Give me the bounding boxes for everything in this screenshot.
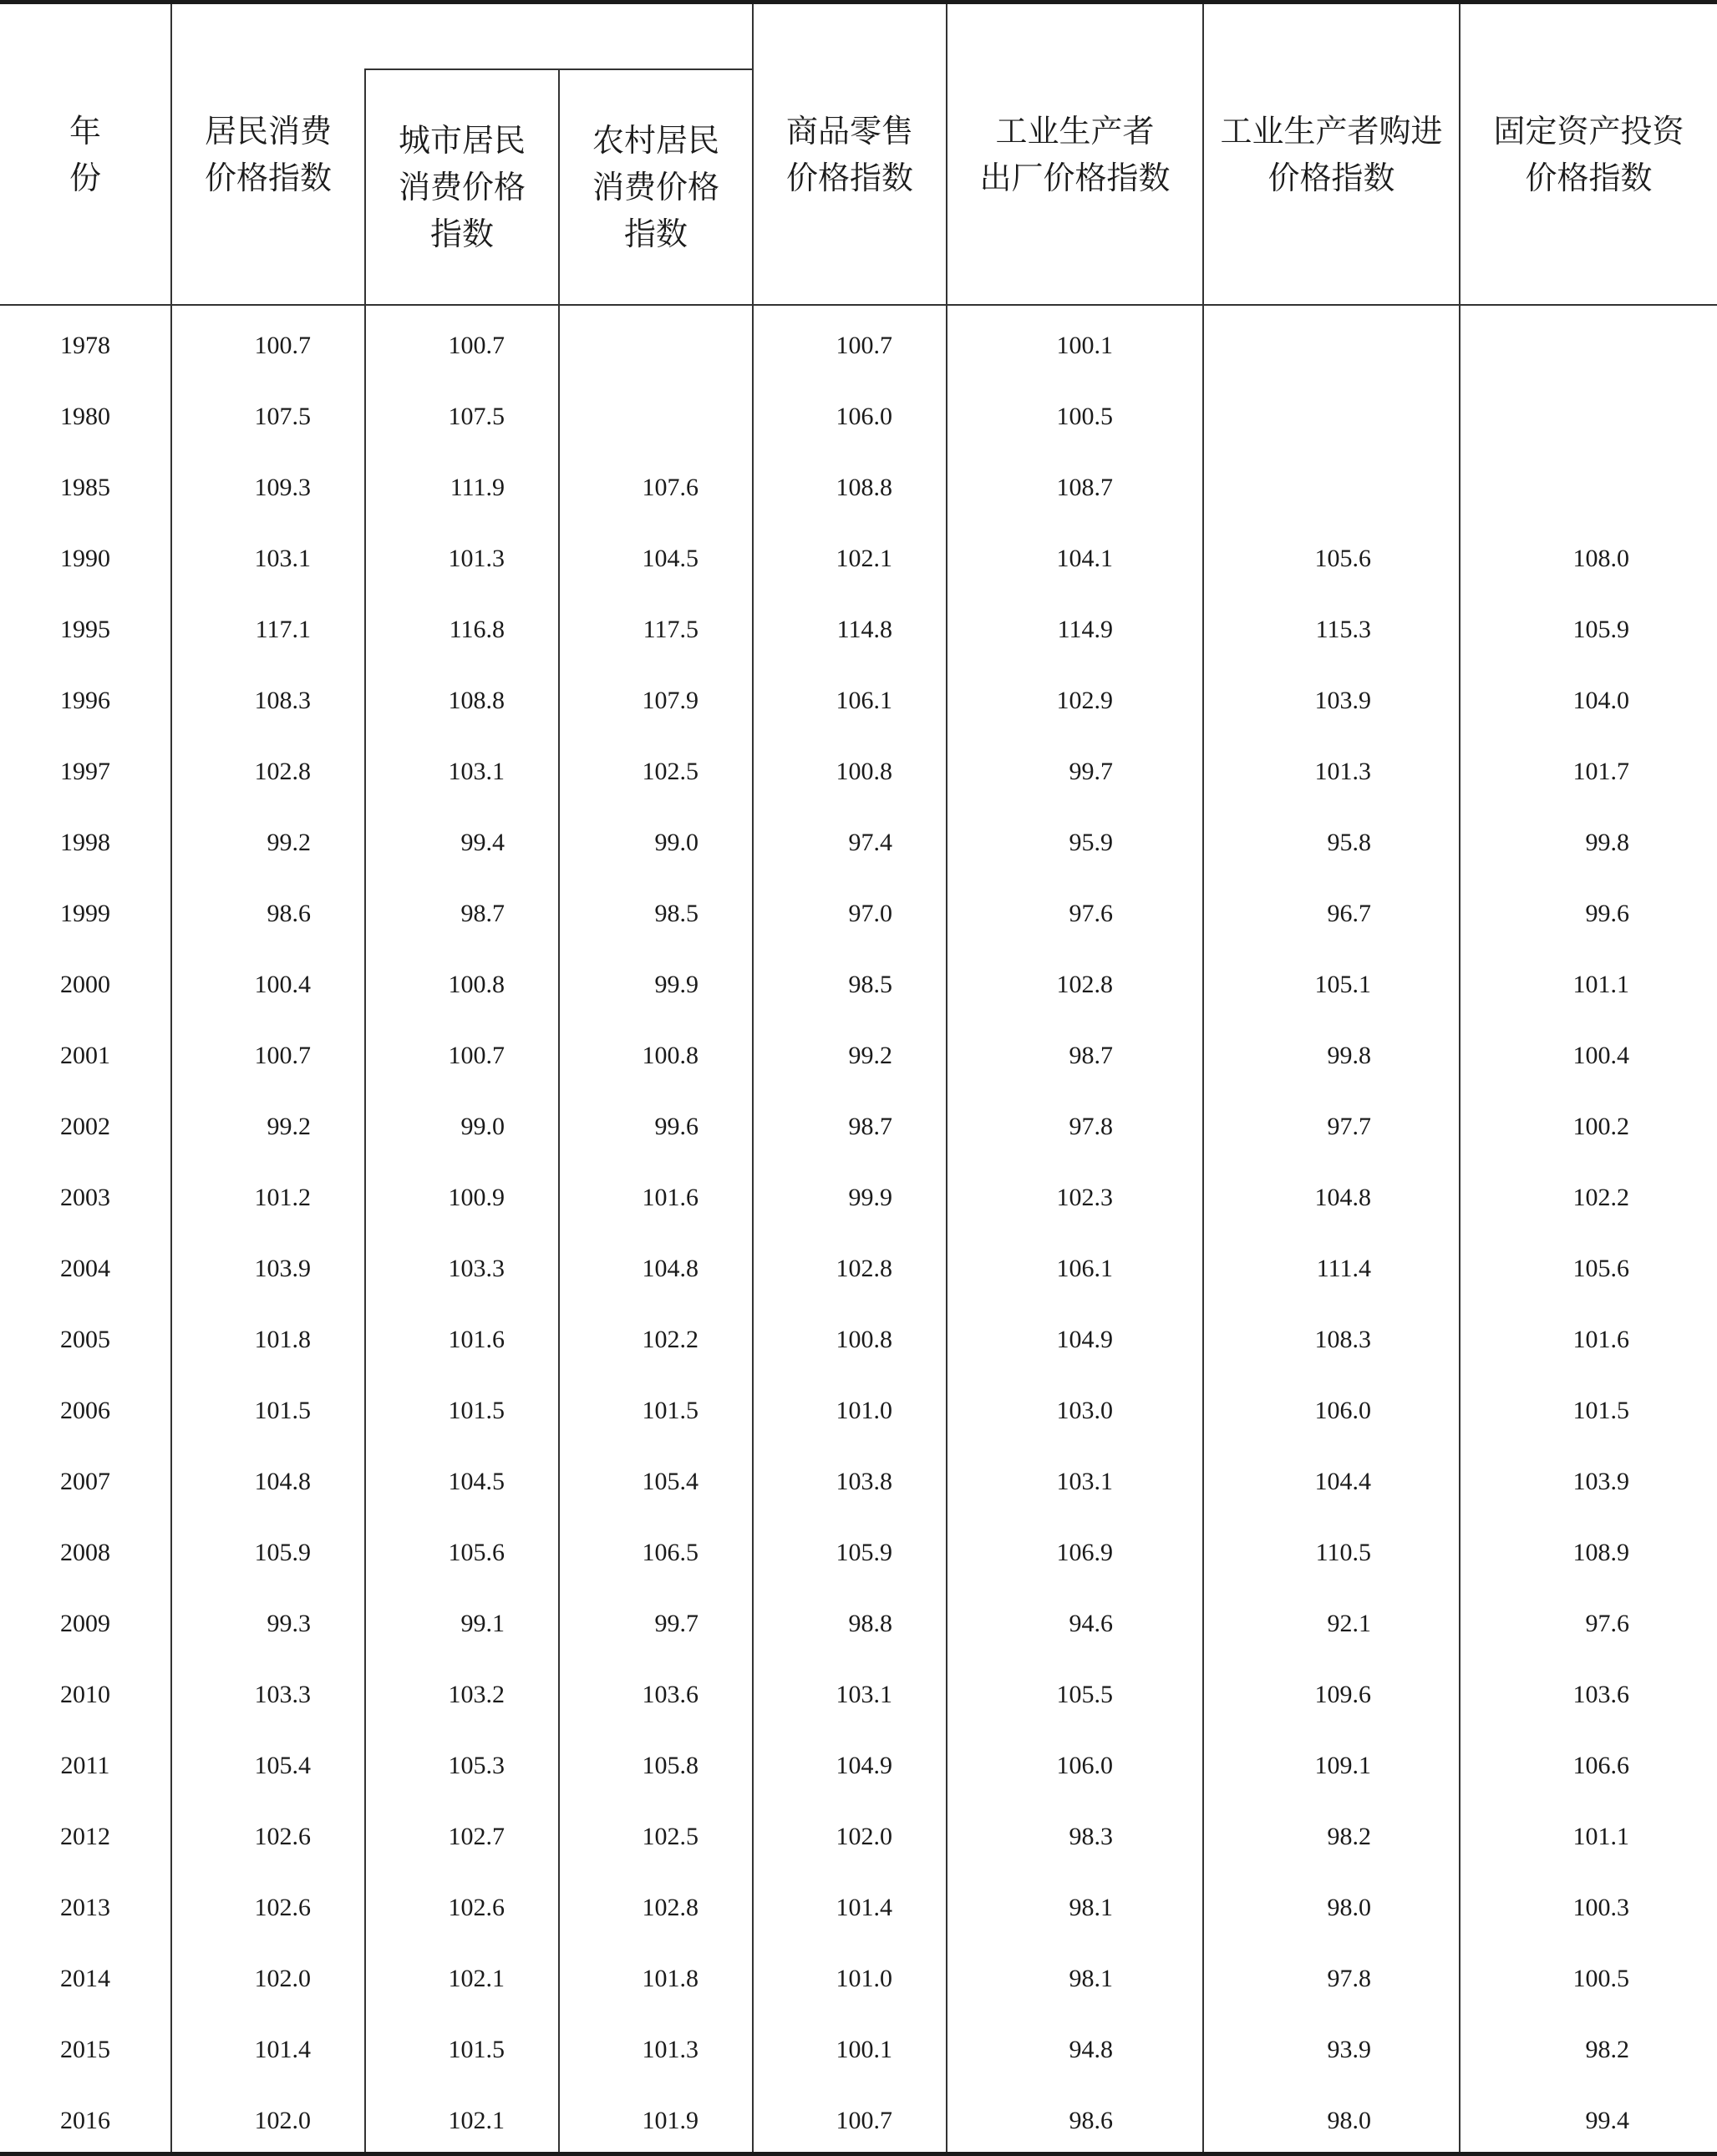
header-cpi-line1: 居民消费 [204, 112, 332, 150]
cell-retail: 105.9 [836, 1539, 892, 1566]
header-fai-line1: 固定资产投资 [1493, 112, 1684, 150]
header-rural-line3: 指数 [623, 216, 688, 252]
cell-retail: 100.8 [836, 1326, 892, 1353]
cell-urban-cpi: 100.7 [448, 1042, 505, 1069]
cell-ppirm: 97.8 [1327, 1965, 1371, 1992]
cell-retail: 100.7 [836, 332, 892, 359]
cell-retail: 108.8 [836, 474, 892, 501]
cell-fai: 100.3 [1572, 1894, 1629, 1921]
table-row [0, 949, 1717, 1020]
cell-year: 2005 [60, 1326, 110, 1353]
cell-fai: 103.6 [1572, 1681, 1629, 1708]
cell-year: 2011 [60, 1752, 110, 1779]
table-row [0, 452, 1717, 523]
cell-urban-cpi: 100.9 [448, 1184, 505, 1211]
table-row [0, 1872, 1717, 1943]
cell-fai [1460, 452, 1629, 523]
cell-cpi: 98.6 [267, 900, 311, 927]
cell-year: 2015 [60, 2036, 110, 2063]
cell-ppi: 98.6 [1069, 2107, 1113, 2134]
cell-year: 2016 [60, 2107, 110, 2134]
cell-retail: 98.8 [848, 1610, 892, 1637]
table-row [0, 1588, 1717, 1659]
cell-year: 1997 [60, 758, 110, 785]
cell-urban-cpi: 99.1 [460, 1610, 505, 1637]
cell-urban-cpi: 102.6 [448, 1894, 505, 1921]
cell-urban-cpi: 103.2 [448, 1681, 505, 1708]
cell-fai: 99.4 [1585, 2107, 1629, 2134]
cell-ppirm: 110.5 [1315, 1539, 1371, 1566]
cell-retail: 100.1 [836, 2036, 892, 2063]
cell-fai: 105.6 [1572, 1255, 1629, 1282]
header-urban-line1: 城市居民 [398, 122, 526, 159]
header-year-label: 年 份 [69, 112, 135, 196]
cell-cpi: 103.3 [254, 1681, 311, 1708]
cell-urban-cpi: 116.8 [449, 616, 505, 643]
cell-ppi: 100.1 [1056, 332, 1113, 359]
cell-retail: 102.8 [836, 1255, 892, 1282]
cell-ppirm: 92.1 [1327, 1610, 1371, 1637]
cell-year: 2007 [60, 1468, 110, 1495]
cell-year: 2002 [60, 1113, 110, 1140]
cell-retail: 103.1 [836, 1681, 892, 1708]
cell-urban-cpi: 101.5 [448, 2036, 505, 2063]
table-row [0, 1375, 1717, 1446]
cell-cpi: 103.1 [254, 545, 311, 572]
cell-retail: 100.8 [836, 758, 892, 785]
cell-rural-cpi: 101.5 [642, 1397, 698, 1424]
header-retail [754, 4, 946, 304]
cell-rural-cpi: 103.6 [642, 1681, 698, 1708]
cell-urban-cpi: 105.3 [448, 1752, 505, 1779]
header-ppi-line1: 工业生产者 [995, 112, 1155, 150]
header-rural-line2: 消费价格 [592, 169, 719, 205]
cell-urban-cpi: 105.6 [448, 1539, 505, 1566]
cell-retail: 102.1 [836, 545, 892, 572]
header-rural-cpi [560, 70, 752, 304]
cell-rural-cpi: 104.8 [642, 1255, 698, 1282]
cell-fai: 106.6 [1572, 1752, 1629, 1779]
cell-cpi: 100.7 [254, 1042, 311, 1069]
cell-ppirm: 106.0 [1314, 1397, 1371, 1424]
cell-ppi: 103.0 [1056, 1397, 1113, 1424]
cell-fai: 108.9 [1572, 1539, 1629, 1566]
cell-ppirm: 101.3 [1314, 758, 1371, 785]
cell-cpi: 99.3 [267, 1610, 311, 1637]
table-row [0, 878, 1717, 949]
header-ppirm-line2: 价格指数 [1267, 159, 1395, 196]
table-row [0, 2085, 1717, 2156]
cell-rural-cpi: 102.5 [642, 1823, 698, 1850]
cell-year: 2003 [60, 1184, 110, 1211]
cell-cpi: 117.1 [255, 616, 311, 643]
table-row [0, 1091, 1717, 1162]
cell-rural-cpi: 107.6 [642, 474, 698, 501]
cell-ppirm [1204, 381, 1371, 452]
cell-cpi: 100.4 [254, 971, 311, 998]
header-ppirm-line1: 工业生产者购进 [1220, 112, 1443, 150]
cell-retail: 97.0 [848, 900, 892, 927]
cell-ppirm: 108.3 [1314, 1326, 1371, 1353]
header-ppirm [1204, 4, 1459, 304]
cell-rural-cpi: 105.8 [642, 1752, 698, 1779]
header-rural-line1: 农村居民 [592, 122, 719, 159]
cell-rural-cpi [560, 310, 698, 381]
cell-cpi: 102.0 [254, 1965, 311, 1992]
cell-rural-cpi: 101.8 [642, 1965, 698, 1992]
cell-rural-cpi: 101.3 [642, 2036, 698, 2063]
header-retail-line1: 商品零售 [785, 112, 913, 150]
table-row [0, 1801, 1717, 1872]
table-row [0, 1304, 1717, 1375]
cell-fai: 101.7 [1572, 758, 1629, 785]
cell-ppi: 98.1 [1069, 1894, 1113, 1921]
cell-urban-cpi: 100.8 [448, 971, 505, 998]
cell-year: 2006 [60, 1397, 110, 1424]
header-urban-line2: 消费价格 [398, 169, 526, 205]
cell-urban-cpi: 102.7 [448, 1823, 505, 1850]
cell-ppi: 98.3 [1069, 1823, 1113, 1850]
cell-ppirm [1204, 452, 1371, 523]
cell-cpi: 107.5 [254, 403, 311, 430]
header-urban-cpi [366, 70, 558, 304]
cell-fai: 108.0 [1572, 545, 1629, 572]
cell-rural-cpi: 105.4 [642, 1468, 698, 1495]
cell-ppi: 102.3 [1056, 1184, 1113, 1211]
cell-fai: 99.6 [1585, 900, 1629, 927]
header-ppi [947, 4, 1202, 304]
cell-ppi: 106.9 [1056, 1539, 1113, 1566]
cell-ppirm: 104.8 [1314, 1184, 1371, 1211]
cell-year: 1985 [60, 474, 110, 501]
cell-year: 2010 [60, 1681, 110, 1708]
cell-fai: 100.2 [1572, 1113, 1629, 1140]
cell-ppi: 108.7 [1056, 474, 1113, 501]
cell-ppi: 114.9 [1057, 616, 1113, 643]
cell-ppi: 94.6 [1069, 1610, 1113, 1637]
cell-rural-cpi: 99.6 [654, 1113, 698, 1140]
cell-cpi: 99.2 [267, 829, 311, 856]
cell-urban-cpi: 104.5 [448, 1468, 505, 1495]
cell-ppi: 104.9 [1056, 1326, 1113, 1353]
cell-ppi: 103.1 [1056, 1468, 1113, 1495]
cell-retail: 98.5 [848, 971, 892, 998]
cell-fai: 101.1 [1572, 971, 1629, 998]
header-fai-line2: 价格指数 [1525, 159, 1653, 196]
cell-fai [1460, 381, 1629, 452]
cell-ppi: 95.9 [1069, 829, 1113, 856]
cell-ppi: 100.5 [1056, 403, 1113, 430]
cell-urban-cpi: 102.1 [448, 2107, 505, 2134]
cell-retail: 104.9 [836, 1752, 892, 1779]
cell-urban-cpi: 108.8 [448, 687, 505, 714]
cell-ppirm: 98.0 [1327, 2107, 1371, 2134]
cell-rural-cpi: 99.9 [654, 971, 698, 998]
cell-retail: 101.4 [836, 1894, 892, 1921]
cell-fai: 100.4 [1572, 1042, 1629, 1069]
cell-urban-cpi: 98.7 [460, 900, 505, 927]
cell-fai: 98.2 [1585, 2036, 1629, 2063]
cell-cpi: 101.4 [254, 2036, 311, 2063]
cell-urban-cpi: 111.9 [450, 474, 505, 501]
cell-fai: 103.9 [1572, 1468, 1629, 1495]
cell-fai: 100.5 [1572, 1965, 1629, 1992]
cell-retail: 106.1 [836, 687, 892, 714]
table-row [0, 523, 1717, 594]
table-row [0, 1659, 1717, 1730]
table-bottom-rule [0, 2152, 1717, 2156]
cell-year: 1990 [60, 545, 110, 572]
cell-rural-cpi: 101.6 [642, 1184, 698, 1211]
header-ppi-line2: 出厂价格指数 [979, 159, 1171, 196]
table-row [0, 1943, 1717, 2014]
cell-year: 2012 [60, 1823, 110, 1850]
cell-retail: 102.0 [836, 1823, 892, 1850]
cell-rural-cpi: 98.5 [654, 900, 698, 927]
cell-ppi: 99.7 [1069, 758, 1113, 785]
cell-ppirm: 93.9 [1327, 2036, 1371, 2063]
header-fai [1460, 4, 1717, 304]
cell-ppi: 104.1 [1056, 545, 1113, 572]
cell-ppirm: 96.7 [1327, 900, 1371, 927]
cell-year: 2008 [60, 1539, 110, 1566]
table-row [0, 1162, 1717, 1233]
cell-year: 2013 [60, 1894, 110, 1921]
cell-ppi: 98.7 [1069, 1042, 1113, 1069]
header-cpi-line2: 价格指数 [204, 159, 332, 196]
cell-retail: 106.0 [836, 403, 892, 430]
cell-ppirm: 109.6 [1314, 1681, 1371, 1708]
table-row [0, 1517, 1717, 1588]
cell-ppirm: 103.9 [1314, 687, 1371, 714]
cell-year: 1980 [60, 403, 110, 430]
cell-cpi: 103.9 [254, 1255, 311, 1282]
cell-ppi: 97.8 [1069, 1113, 1113, 1140]
cell-rural-cpi: 99.0 [654, 829, 698, 856]
cell-retail: 101.0 [836, 1397, 892, 1424]
cell-rural-cpi: 106.5 [642, 1539, 698, 1566]
table-row [0, 736, 1717, 807]
cell-rural-cpi: 100.8 [642, 1042, 698, 1069]
cell-cpi: 99.2 [267, 1113, 311, 1140]
cell-rural-cpi: 104.5 [642, 545, 698, 572]
cell-retail: 100.7 [836, 2107, 892, 2134]
table-row [0, 665, 1717, 736]
cell-ppirm: 105.1 [1314, 971, 1371, 998]
cell-urban-cpi: 107.5 [448, 403, 505, 430]
cell-rural-cpi: 102.2 [642, 1326, 698, 1353]
cell-rural-cpi: 102.8 [642, 1894, 698, 1921]
cell-ppirm: 98.2 [1327, 1823, 1371, 1850]
cell-cpi: 105.4 [254, 1752, 311, 1779]
cell-retail: 97.4 [848, 829, 892, 856]
cell-year: 2001 [60, 1042, 110, 1069]
cell-rural-cpi [560, 381, 698, 452]
cell-year: 2009 [60, 1610, 110, 1637]
cell-year: 1978 [60, 332, 110, 359]
table-row [0, 381, 1717, 452]
cell-urban-cpi: 100.7 [448, 332, 505, 359]
cell-retail: 98.7 [848, 1113, 892, 1140]
cell-urban-cpi: 103.3 [448, 1255, 505, 1282]
cell-ppi: 102.9 [1056, 687, 1113, 714]
cell-year: 1998 [60, 829, 110, 856]
cell-cpi: 109.3 [254, 474, 311, 501]
cell-fai: 104.0 [1572, 687, 1629, 714]
cell-urban-cpi: 99.4 [460, 829, 505, 856]
cell-ppi: 97.6 [1069, 900, 1113, 927]
header-year [0, 4, 170, 304]
cell-fai [1460, 310, 1629, 381]
cell-ppi: 106.0 [1056, 1752, 1113, 1779]
header-cpi [172, 4, 364, 304]
table-row [0, 1730, 1717, 1801]
cell-fai: 101.5 [1572, 1397, 1629, 1424]
cell-cpi: 105.9 [254, 1539, 311, 1566]
cell-ppirm: 105.6 [1314, 545, 1371, 572]
cell-retail: 99.2 [848, 1042, 892, 1069]
cell-year: 2000 [60, 971, 110, 998]
cell-fai: 101.1 [1572, 1823, 1629, 1850]
header-bottom-rule [0, 304, 1717, 306]
cell-retail: 99.9 [848, 1184, 892, 1211]
header-retail-line2: 价格指数 [785, 159, 913, 196]
cell-urban-cpi: 102.1 [448, 1965, 505, 1992]
cell-fai: 102.2 [1572, 1184, 1629, 1211]
cell-ppirm: 111.4 [1316, 1255, 1371, 1282]
cell-urban-cpi: 99.0 [460, 1113, 505, 1140]
cell-year: 1999 [60, 900, 110, 927]
cell-year: 1996 [60, 687, 110, 714]
cell-rural-cpi: 99.7 [654, 1610, 698, 1637]
cell-rural-cpi: 102.5 [642, 758, 698, 785]
cell-year: 1995 [60, 616, 110, 643]
cell-ppirm: 99.8 [1327, 1042, 1371, 1069]
cell-ppirm: 95.8 [1327, 829, 1371, 856]
table-row [0, 1233, 1717, 1304]
table-row [0, 1446, 1717, 1517]
cell-fai: 97.6 [1585, 1610, 1629, 1637]
cell-ppi: 94.8 [1069, 2036, 1113, 2063]
cell-ppirm: 115.3 [1315, 616, 1371, 643]
cell-rural-cpi: 117.5 [643, 616, 698, 643]
cell-ppi: 105.5 [1056, 1681, 1113, 1708]
cell-ppirm: 109.1 [1314, 1752, 1371, 1779]
table-row [0, 807, 1717, 878]
cell-ppirm: 98.0 [1327, 1894, 1371, 1921]
table-row [0, 1020, 1717, 1091]
cell-urban-cpi: 101.6 [448, 1326, 505, 1353]
cell-cpi: 101.8 [254, 1326, 311, 1353]
table-row [0, 594, 1717, 665]
table-row [0, 2014, 1717, 2085]
cell-rural-cpi: 101.9 [642, 2107, 698, 2134]
cell-retail: 101.0 [836, 1965, 892, 1992]
cell-rural-cpi: 107.9 [642, 687, 698, 714]
cell-cpi: 101.2 [254, 1184, 311, 1211]
cell-ppi: 102.8 [1056, 971, 1113, 998]
cell-ppi: 106.1 [1056, 1255, 1113, 1282]
cell-fai: 99.8 [1585, 829, 1629, 856]
cell-ppi: 98.1 [1069, 1965, 1113, 1992]
cell-fai: 105.9 [1572, 616, 1629, 643]
cell-year: 2004 [60, 1255, 110, 1282]
table-row [0, 310, 1717, 381]
cell-urban-cpi: 103.1 [448, 758, 505, 785]
cell-cpi: 101.5 [254, 1397, 311, 1424]
cell-retail: 114.8 [836, 616, 892, 643]
cell-fai: 101.6 [1572, 1326, 1629, 1353]
cell-urban-cpi: 101.5 [448, 1397, 505, 1424]
cell-cpi: 104.8 [254, 1468, 311, 1495]
cell-year: 2014 [60, 1965, 110, 1992]
cell-cpi: 102.6 [254, 1894, 311, 1921]
header-urban-line3: 指数 [429, 216, 494, 252]
cell-cpi: 100.7 [254, 332, 311, 359]
cell-ppirm: 97.7 [1327, 1113, 1371, 1140]
cell-cpi: 102.8 [254, 758, 311, 785]
cell-urban-cpi: 101.3 [448, 545, 505, 572]
cell-cpi: 102.0 [254, 2107, 311, 2134]
cell-ppirm: 104.4 [1314, 1468, 1371, 1495]
cell-ppirm [1204, 310, 1371, 381]
cell-retail: 103.8 [836, 1468, 892, 1495]
cell-cpi: 102.6 [254, 1823, 311, 1850]
cell-cpi: 108.3 [254, 687, 311, 714]
